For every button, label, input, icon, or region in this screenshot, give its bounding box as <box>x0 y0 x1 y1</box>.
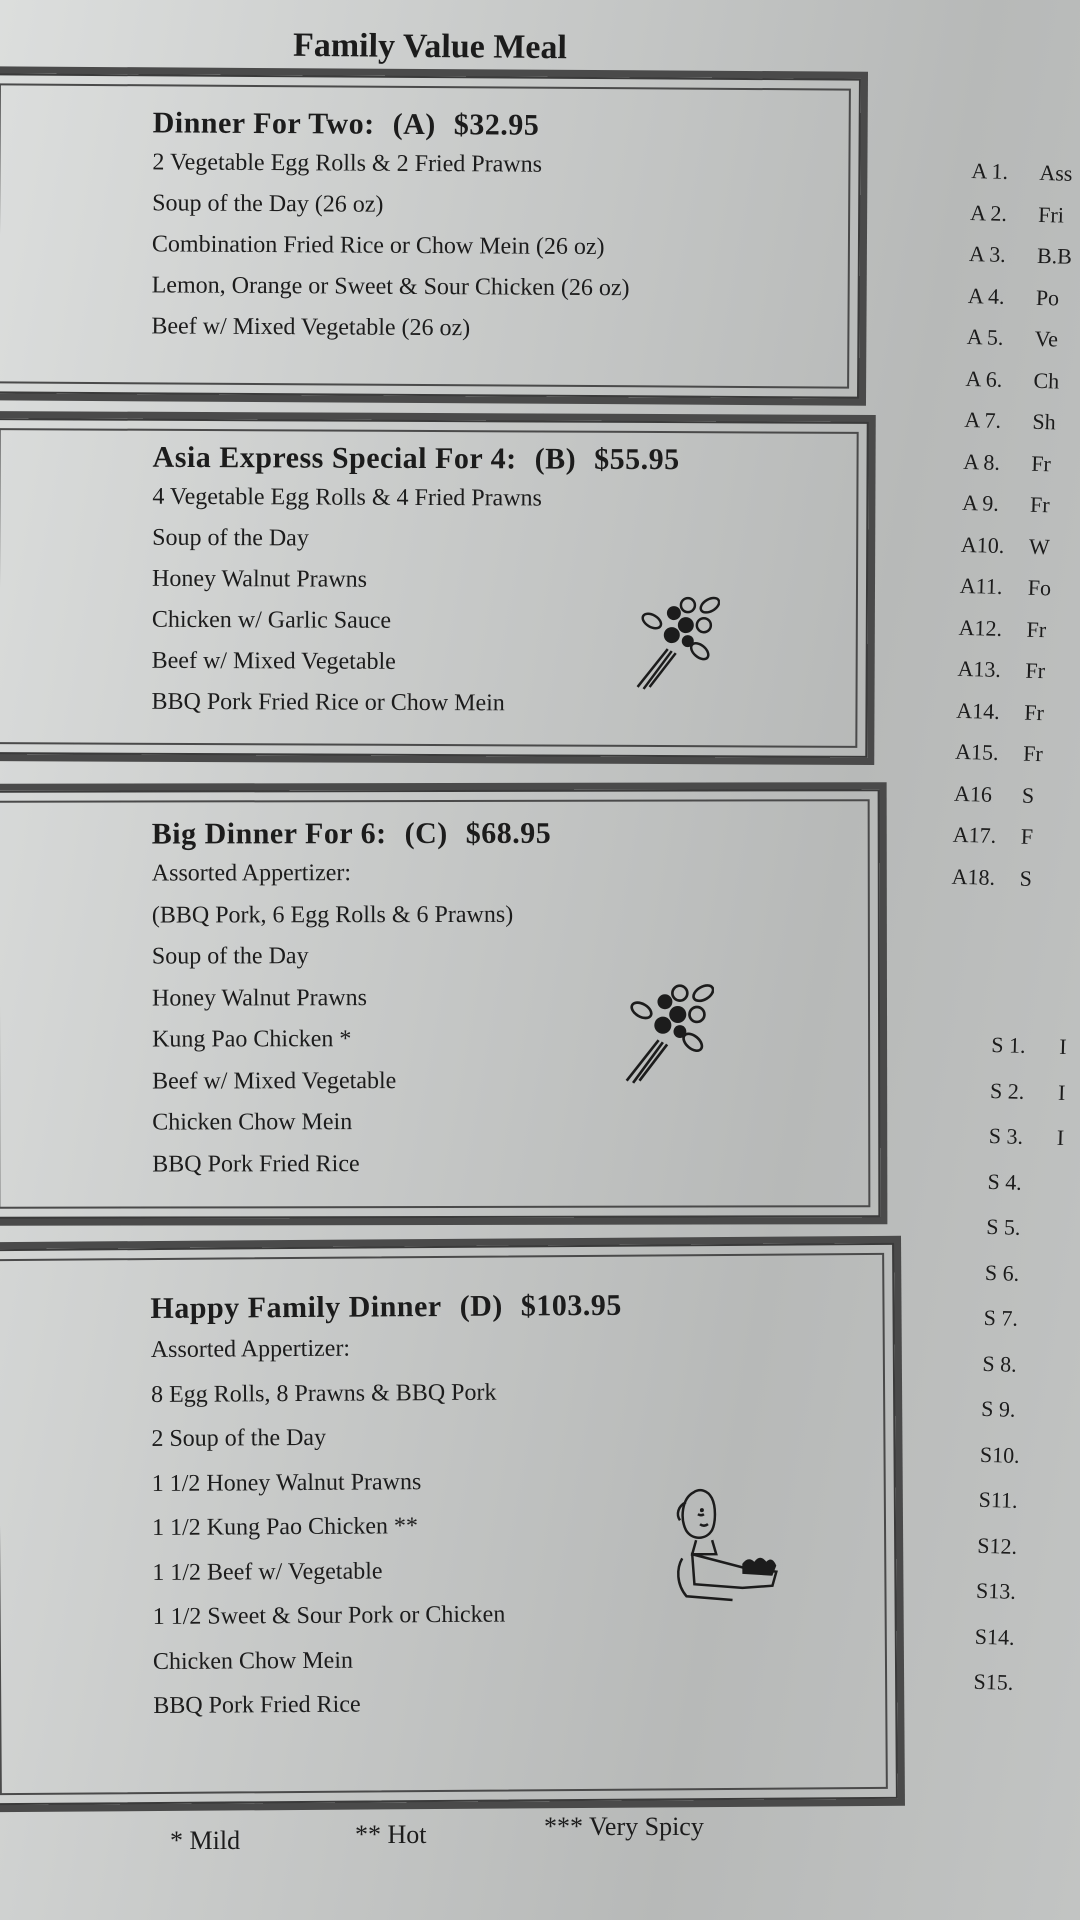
item-number: S12. <box>977 1532 1018 1559</box>
meal-item: Assorted Appertizer: <box>150 1335 351 1364</box>
meal-title-row <box>153 106 839 144</box>
meal-item: Beef w/ Mixed Vegetable <box>151 647 396 675</box>
meal-item: BBQ Pork Fried Rice <box>153 1691 361 1720</box>
meal-price: $55.95 <box>594 442 680 477</box>
item-text: I <box>1057 1079 1066 1105</box>
list-item <box>952 814 1056 858</box>
flower-bouquet-icon <box>630 591 720 691</box>
list-item <box>986 1204 1063 1252</box>
meal-item: 1 1/2 Honey Walnut Prawns <box>151 1468 422 1497</box>
item-text: Sh <box>1032 408 1057 435</box>
list-item <box>981 1386 1058 1434</box>
soup-list <box>973 1022 1067 1706</box>
legend-hot: ** Hot <box>355 1820 427 1849</box>
meal-item: Chicken w/ Garlic Sauce <box>151 606 392 634</box>
item-text: F <box>1020 823 1034 849</box>
item-text: Fr <box>1022 740 1044 767</box>
item-number: A 6. <box>965 365 1003 392</box>
item-text: Fr <box>1025 657 1046 684</box>
list-item <box>965 357 1069 401</box>
meal-box-c <box>0 789 880 1219</box>
list-item <box>953 772 1057 816</box>
meal-items <box>152 852 859 1185</box>
meal-box-a <box>0 73 861 398</box>
item-number: A16 <box>953 780 993 807</box>
item-text: Fr <box>1026 616 1047 642</box>
item-number: S11. <box>978 1486 1018 1513</box>
list-item <box>962 482 1066 526</box>
item-text: I <box>1058 1033 1068 1060</box>
list-item <box>984 1249 1061 1297</box>
chef-serving-icon <box>672 1484 783 1615</box>
item-number: A 5. <box>966 323 1004 350</box>
item-text: Fr <box>1023 699 1045 725</box>
meal-title: Big Dinner For 6: <box>151 817 387 851</box>
meal-item: BBQ Pork Fried Rice or Chow Mein <box>151 688 505 717</box>
flower-bouquet-icon <box>618 978 714 1086</box>
meal-title-row <box>150 1287 872 1326</box>
meal-item: Chicken Chow Mein <box>152 1109 353 1136</box>
list-item <box>977 1522 1054 1570</box>
item-number: S 7. <box>983 1304 1019 1331</box>
list-item <box>988 1113 1065 1161</box>
item-number: S 2. <box>989 1077 1025 1104</box>
meal-item: Kung Pao Chicken * <box>152 1026 352 1053</box>
item-number: S15. <box>973 1668 1014 1695</box>
meal-code: (A) <box>392 107 436 142</box>
list-item <box>970 191 1074 235</box>
item-number: A17. <box>952 821 997 848</box>
meal-item: 1 1/2 Beef w/ Vegetable <box>152 1557 383 1586</box>
item-number: S14. <box>974 1623 1015 1650</box>
item-text: Fr <box>1030 450 1052 476</box>
meal-item: (BBQ Pork, 6 Egg Rolls & 6 Prawns) <box>151 901 514 928</box>
meal-price: $68.95 <box>465 816 552 850</box>
item-number: A 2. <box>969 199 1008 226</box>
item-number: A13. <box>957 655 1002 683</box>
item-text: Fr <box>1029 491 1051 518</box>
list-item <box>960 523 1064 567</box>
item-number: S13. <box>975 1577 1017 1604</box>
item-number: A 1. <box>971 157 1009 185</box>
legend-very-spicy: *** Very Spicy <box>544 1812 704 1841</box>
meal-title: Dinner For Two: <box>152 106 375 141</box>
item-number: S 9. <box>980 1395 1016 1422</box>
list-item <box>958 606 1062 650</box>
item-number: S 5. <box>985 1213 1021 1240</box>
list-item <box>969 233 1073 277</box>
item-number: S 3. <box>988 1122 1024 1149</box>
meal-item: Honey Walnut Prawns <box>151 565 368 593</box>
meal-item: Assorted Appertizer: <box>151 860 352 887</box>
meal-box-b <box>0 418 869 758</box>
meal-code: (D) <box>459 1289 503 1323</box>
list-item <box>971 150 1075 194</box>
list-item <box>989 1067 1066 1115</box>
item-text: Ve <box>1034 325 1059 352</box>
list-item <box>978 1477 1055 1525</box>
item-text: Fo <box>1027 574 1052 601</box>
item-text: I <box>1056 1124 1065 1151</box>
meal-item: Soup of the Day <box>152 524 309 552</box>
meal-item: Combination Fried Rice or Chow Mein (26 oz) <box>151 231 605 261</box>
item-number: S 8. <box>982 1350 1018 1377</box>
meal-item: Soup of the Day (26 oz) <box>152 190 384 218</box>
list-item <box>955 731 1059 775</box>
list-item <box>964 399 1068 443</box>
list-item <box>983 1295 1060 1343</box>
item-text: Po <box>1035 284 1060 310</box>
item-number: A 4. <box>967 282 1005 309</box>
meal-content <box>151 106 838 351</box>
list-item <box>951 855 1055 899</box>
meal-item: 1 1/2 Kung Pao Chicken ** <box>151 1513 419 1542</box>
item-number: A12. <box>958 614 1003 641</box>
meal-items <box>151 477 846 726</box>
list-item <box>982 1340 1059 1388</box>
list-item <box>967 274 1071 318</box>
meal-title: Asia Express Special For 4: <box>152 440 517 476</box>
item-number: A11. <box>959 572 1003 600</box>
item-number: A14. <box>956 697 1001 724</box>
list-item <box>974 1613 1051 1661</box>
legend-mild: * Mild <box>170 1826 241 1855</box>
item-number: A 7. <box>964 406 1002 433</box>
meal-item: Soup of the Day <box>151 943 309 970</box>
meal-content <box>152 816 859 1185</box>
meal-item: BBQ Pork Fried Rice <box>152 1150 360 1177</box>
list-item <box>957 648 1061 692</box>
list-item <box>987 1158 1064 1206</box>
meal-item: Beef w/ Mixed Vegetable (26 oz) <box>151 313 471 342</box>
list-item <box>963 440 1067 484</box>
item-text: Fri <box>1037 201 1065 228</box>
item-text: S <box>1021 782 1035 808</box>
meal-item: 8 Egg Rolls, 8 Prawns & BBQ Pork <box>150 1379 497 1408</box>
meal-item: 2 Vegetable Egg Rolls & 2 Fried Prawns <box>152 149 543 178</box>
item-number: S 1. <box>991 1031 1026 1058</box>
item-number: A10. <box>960 531 1005 558</box>
item-text: Ch <box>1033 367 1060 394</box>
meal-price: $103.95 <box>520 1288 622 1323</box>
meal-code: (B) <box>534 442 577 476</box>
item-text: S <box>1019 865 1033 891</box>
meal-title: Happy Family Dinner <box>150 1289 442 1326</box>
meal-title-row <box>152 816 858 851</box>
item-text: W <box>1028 533 1051 559</box>
list-item <box>959 565 1063 609</box>
list-item <box>956 689 1060 733</box>
page-title: Family Value Meal <box>292 26 568 67</box>
meal-item: Beef w/ Mixed Vegetable <box>152 1067 397 1094</box>
item-number: A18. <box>951 863 996 890</box>
list-item <box>973 1659 1050 1707</box>
meal-item: 1 1/2 Sweet & Sour Pork or Chicken <box>152 1601 506 1631</box>
meal-item: Honey Walnut Prawns <box>151 984 367 1011</box>
item-number: A15. <box>954 738 999 765</box>
item-number: A 3. <box>968 240 1007 267</box>
appetizer-list <box>951 150 1075 900</box>
list-item <box>975 1568 1052 1616</box>
meal-title-row <box>152 441 846 478</box>
list-item <box>966 316 1070 360</box>
item-text: B.B <box>1036 242 1073 269</box>
item-number: A 8. <box>962 448 1001 475</box>
meal-item: Chicken Chow Mein <box>152 1647 354 1675</box>
meal-box-d <box>0 1243 898 1805</box>
item-text: Ass <box>1039 159 1073 186</box>
item-number: S 4. <box>987 1168 1023 1195</box>
list-item <box>991 1022 1068 1070</box>
list-item <box>979 1431 1056 1479</box>
meal-price: $32.95 <box>453 108 540 142</box>
item-number: A 9. <box>961 489 1000 516</box>
item-number: S10. <box>979 1441 1021 1468</box>
meal-items <box>151 142 838 351</box>
meal-content <box>151 441 846 726</box>
meal-item: 2 Soup of the Day <box>151 1424 327 1453</box>
meal-code: (C) <box>404 816 448 851</box>
meal-item: 4 Vegetable Egg Rolls & 4 Fried Prawns <box>152 483 542 512</box>
meal-item: Lemon, Orange or Sweet & Sour Chicken (26 oz) <box>151 272 630 302</box>
item-number: S 6. <box>984 1259 1020 1286</box>
